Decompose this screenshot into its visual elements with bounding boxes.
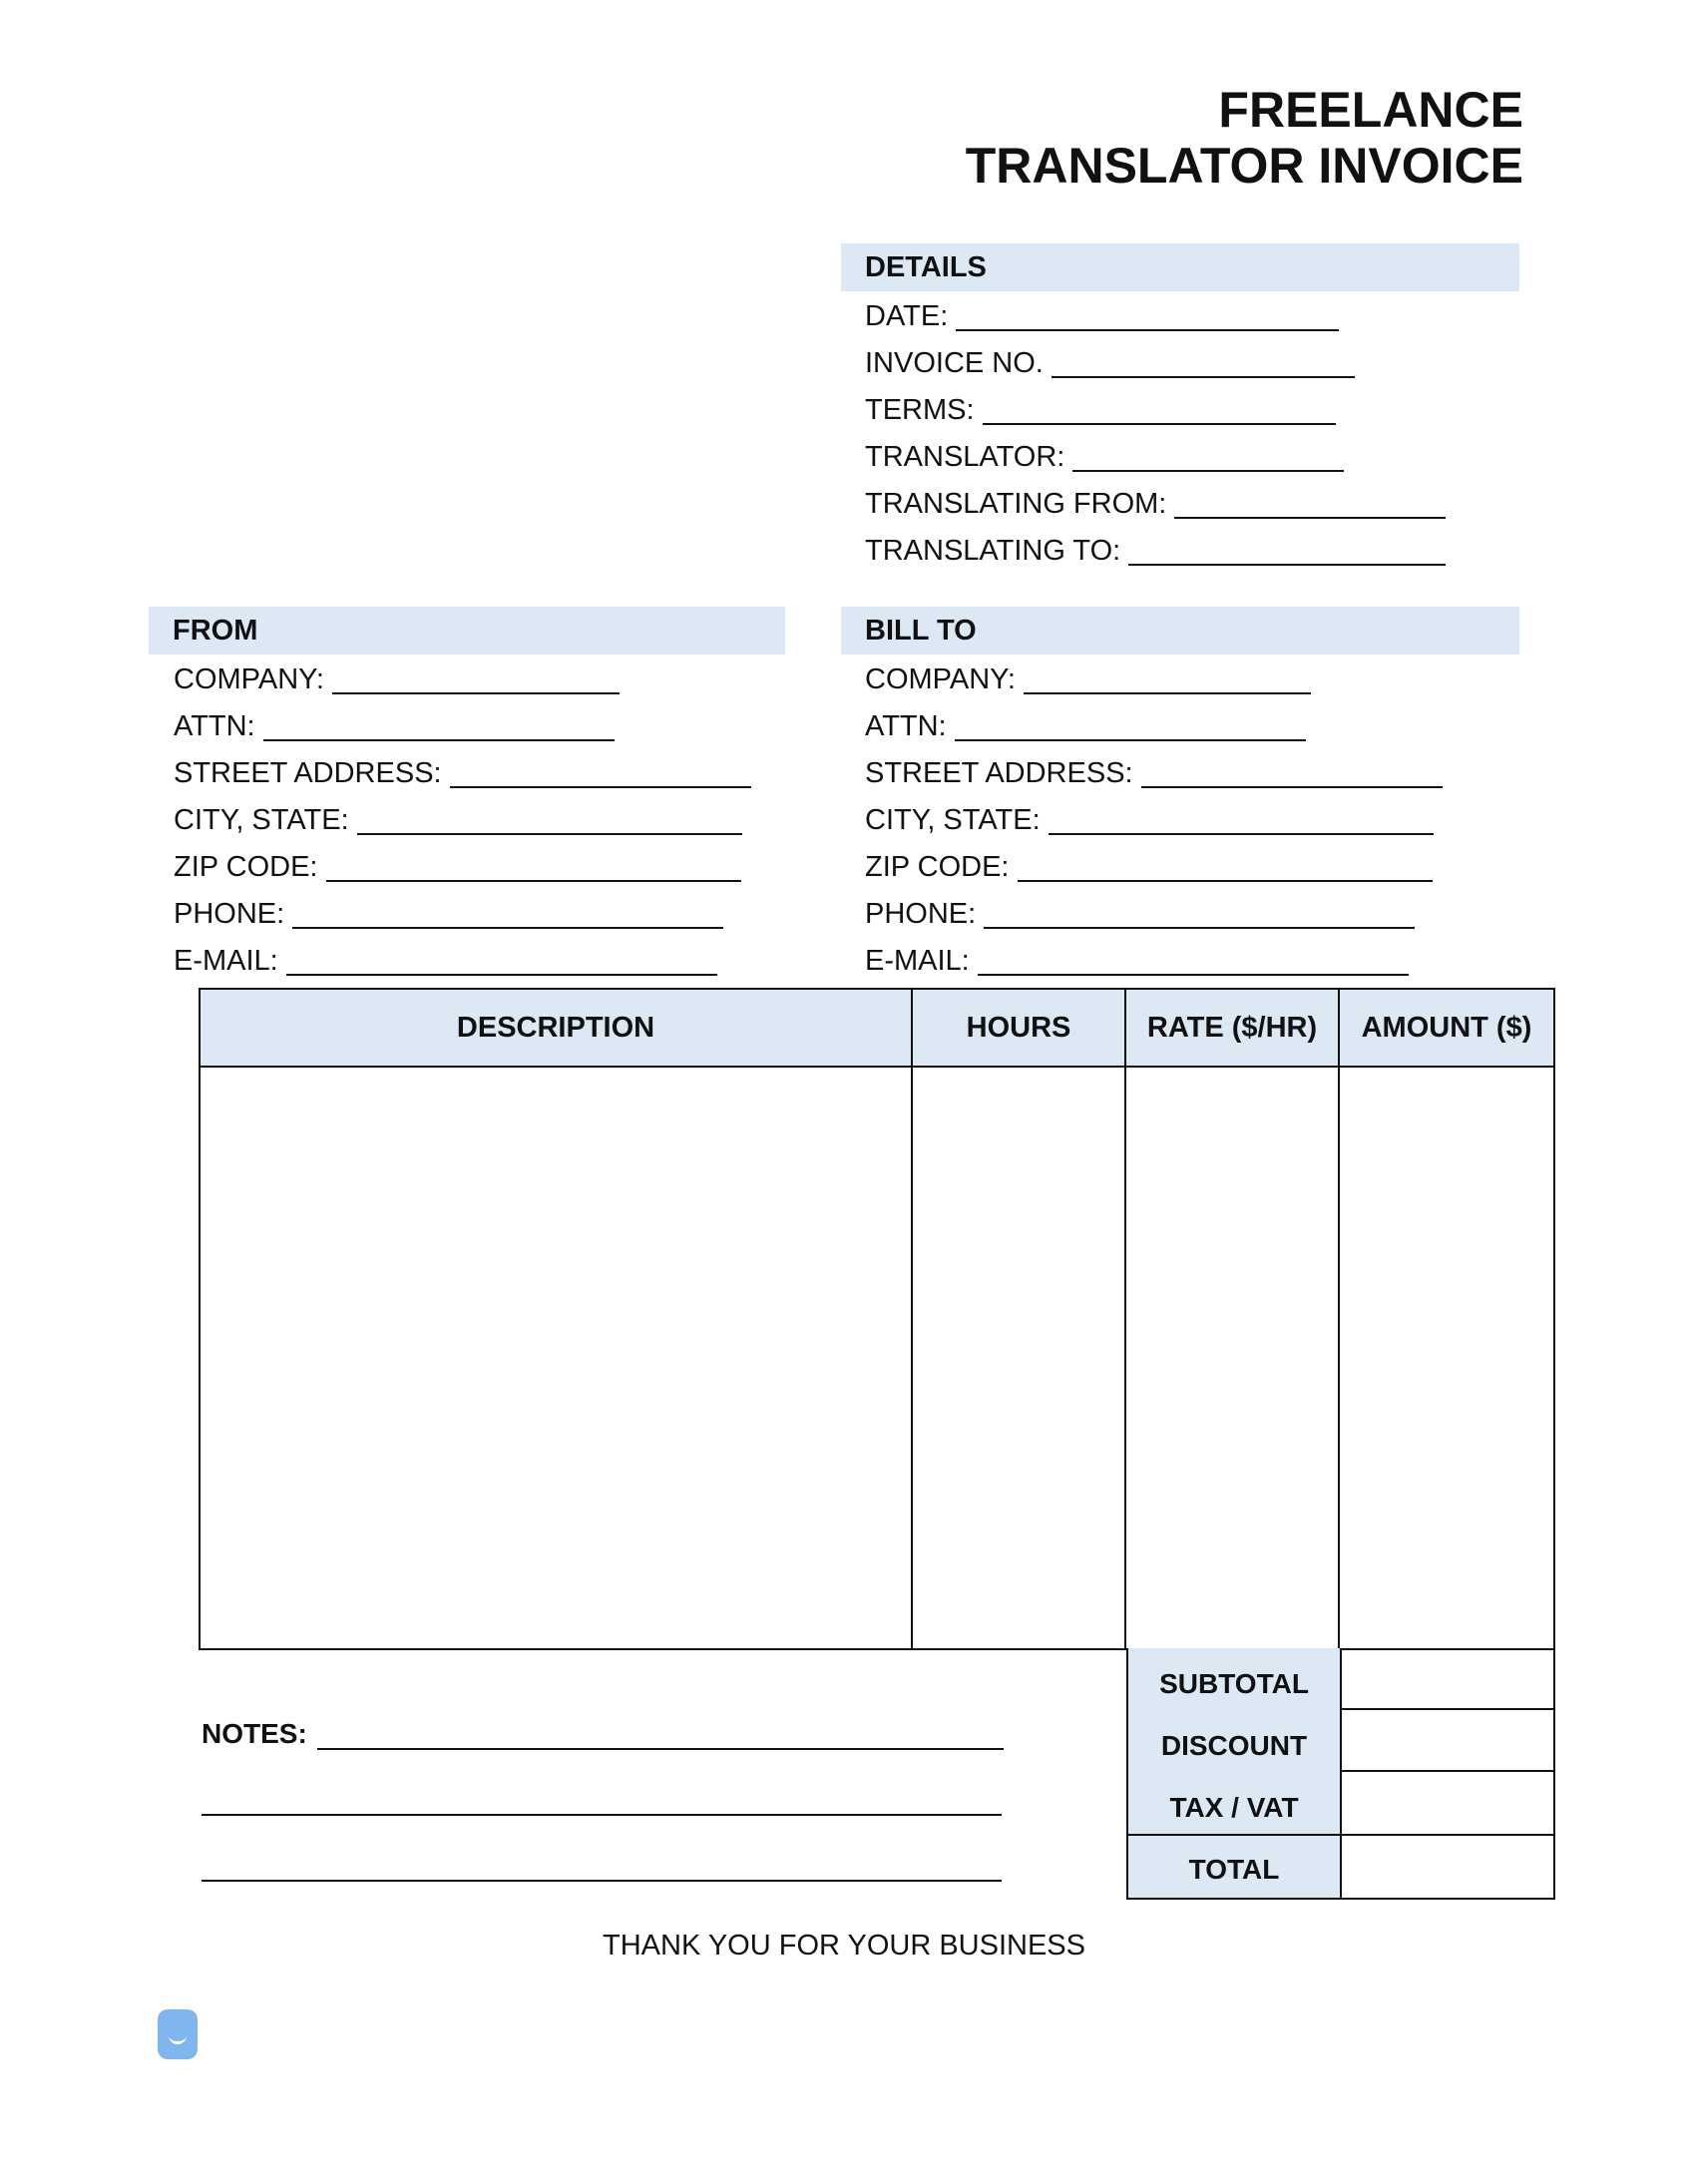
line-items-header [201,990,1553,1068]
column-header-rate: RATE ($/HR) [1146,1012,1318,1044]
from-phone-field[interactable] [174,897,723,931]
bill-to-attn-field[interactable] [865,709,1306,743]
title-line-1: FREELANCE [1218,82,1523,138]
title-line-2: TRANSLATOR INVOICE [965,138,1523,194]
discount-value[interactable] [1344,1710,1553,1770]
totals-block [1126,1648,1555,1900]
tax-value[interactable] [1344,1772,1553,1834]
from-attn-line[interactable] [263,711,615,741]
bill-to-zip-label: ZIP CODE: [865,851,1010,883]
details-translating-from-field[interactable] [865,487,1446,521]
details-terms-field[interactable] [865,393,1336,427]
column-header-amount: AMOUNT ($) [1361,1012,1532,1044]
from-attn-field[interactable] [174,709,615,743]
amount-cell[interactable] [1340,1068,1553,1648]
invoice-title [626,82,1523,194]
bill-to-email-field[interactable] [865,944,1409,978]
bill-to-phone-field[interactable] [865,897,1415,931]
bill-to-attn-line[interactable] [955,711,1306,741]
from-zip-label: ZIP CODE: [174,851,318,883]
details-translating-to-label: TRANSLATING TO: [865,535,1121,567]
notes-line-3[interactable] [202,1880,1002,1882]
total-label: TOTAL [1188,1854,1280,1885]
bill-to-phone-line[interactable] [984,899,1415,929]
bill-to-street-line[interactable] [1141,758,1443,788]
details-invoice-no-label: INVOICE NO. [865,347,1044,379]
from-city-label: CITY, STATE: [174,804,349,836]
from-zip-field[interactable] [174,850,741,884]
bill-to-zip-line[interactable] [1018,852,1433,882]
from-company-field[interactable] [174,662,620,696]
details-date-label: DATE: [865,300,949,332]
details-heading: DETAILS [841,243,1519,291]
from-city-line[interactable] [357,805,742,835]
details-invoice-no-line[interactable] [1052,348,1355,378]
details-translating-to-field[interactable] [865,534,1446,568]
total-value[interactable] [1344,1836,1553,1898]
bill-to-company-field[interactable] [865,662,1311,696]
bill-to-phone-label: PHONE: [865,898,977,930]
from-city-field[interactable] [174,803,742,837]
from-attn-label: ATTN: [174,710,255,742]
from-email-line[interactable] [286,946,717,976]
subtotal-label: SUBTOTAL [1159,1668,1309,1699]
details-translating-from-label: TRANSLATING FROM: [865,488,1167,520]
thank-you-message: THANK YOU FOR YOUR BUSINESS [603,1930,1085,1962]
from-company-label: COMPANY: [174,663,324,695]
details-translating-from-line[interactable] [1174,489,1446,519]
details-terms-label: TERMS: [865,394,975,426]
notes-label: NOTES: [202,1718,307,1749]
notes-line-2[interactable] [202,1814,1002,1816]
bill-to-email-line[interactable] [978,946,1409,976]
details-translator-field[interactable] [865,440,1344,474]
bill-to-company-line[interactable] [1024,664,1311,694]
from-email-field[interactable] [174,944,717,978]
details-translating-to-line[interactable] [1128,536,1446,566]
from-email-label: E-MAIL: [174,945,278,977]
bill-to-street-field[interactable] [865,756,1443,790]
bill-to-attn-label: ATTN: [865,710,947,742]
from-street-field[interactable] [174,756,751,790]
bill-to-company-label: COMPANY: [865,663,1016,695]
from-heading: FROM [149,607,785,655]
bill-to-zip-field[interactable] [865,850,1433,884]
notes-line-1[interactable] [317,1748,1004,1750]
bill-to-heading: BILL TO [841,607,1519,655]
hours-cell[interactable] [913,1068,1124,1648]
from-street-label: STREET ADDRESS: [174,757,442,789]
details-terms-line[interactable] [983,395,1336,425]
bill-to-city-label: CITY, STATE: [865,804,1041,836]
column-header-hours: HOURS [966,1012,1071,1044]
bill-to-city-line[interactable] [1049,805,1434,835]
subtotal-value[interactable] [1344,1648,1553,1708]
details-date-field[interactable] [865,299,1339,333]
from-zip-line[interactable] [326,852,741,882]
bill-to-city-field[interactable] [865,803,1434,837]
bill-to-street-label: STREET ADDRESS: [865,757,1133,789]
brand-logo-icon [158,2009,198,2059]
discount-label: DISCOUNT [1160,1730,1308,1761]
details-translator-line[interactable] [1072,442,1344,472]
from-company-line[interactable] [332,664,620,694]
tax-label: TAX / VAT [1169,1792,1299,1823]
description-cell[interactable] [201,1068,911,1648]
details-date-line[interactable] [956,301,1339,331]
from-phone-label: PHONE: [174,898,285,930]
bill-to-email-label: E-MAIL: [865,945,970,977]
column-header-description: DESCRIPTION [456,1012,655,1044]
from-street-line[interactable] [450,758,751,788]
line-items-table [199,988,1555,1650]
from-phone-line[interactable] [292,899,723,929]
details-invoice-no-field[interactable] [865,346,1355,380]
rate-cell[interactable] [1126,1068,1338,1648]
details-translator-label: TRANSLATOR: [865,441,1065,473]
